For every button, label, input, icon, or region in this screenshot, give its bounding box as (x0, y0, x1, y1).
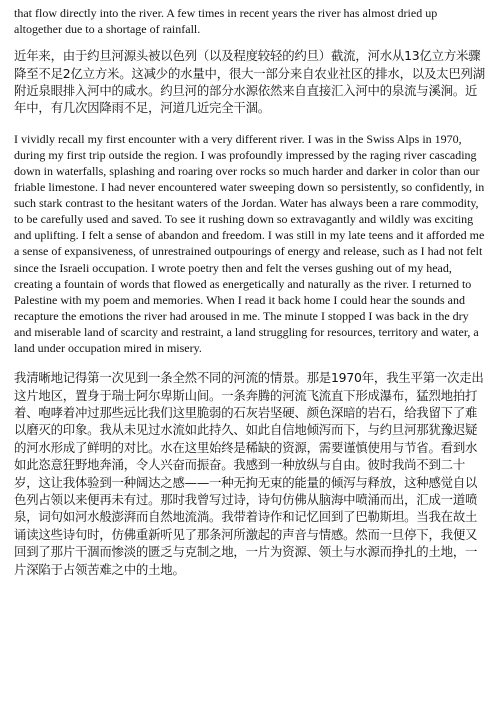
paragraph-zh-1: 近年来，由于约旦河源头被以色列（以及程度较轻的约旦）截流，河水从13亿立方米骤降至不足2亿立方米。这减少的水量中，很大一部分来自农业社区的排水，以及太巴列湖附近泉眼排入河中的咸水。约旦河的部分水源依然来自直接汇入河中的泉流与溪涧。近年中，有几次因降雨不足，河道几近完全干涸。 (14, 48, 485, 116)
paragraph-en-1: that flow directly into the river. A few times in recent years the river has almost dried up altogether due to a shortage of rainfall. (14, 6, 438, 37)
paragraph-zh-2: 我清晰地记得第一次见到一条全然不同的河流的情景。那是1970年，我生平第一次走出这片地区，置身于瑞士阿尔卑斯山间。一条奔腾的河流飞流直下形成瀑布，猛烈地拍打着、咆哮着冲过那些远比我们这里脆弱的石灰岩坚硬、颜色深暗的岩石，给我留下了难以磨灭的印象。我从未见过水流如此持久、如此自信地倾泻而下，与约旦河那犹豫迟疑的河水形成了鲜明的对比。水在这里始终是稀缺的资源，需要谨慎使用与节省。看到水如此恣意狂野地奔涌，令人兴奋而振奋。我感到一种放纵与自由。彼时我尚不到二十岁，这让我体验到一种阔达之感——一种无拘无束的能量的倾泻与释放，这种感觉自以色列占领以来便再未有过。那时我曾写过诗，诗句仿佛从脑海中喷涌而出，汇成一道喷泉，词句如河水般澎湃而自然地流淌。我带着诗作和记忆回到了巴勒斯坦。当我在故土诵读这些诗句时，仿佛重新听见了那条河所激起的声音与情感。然而一旦停下，我便又回到了那片干涸而惨淡的匮乏与克制之地，一片为资源、领土与水源而挣扎的土地，一片深陷于占领苦难之中的土地。 (14, 370, 484, 577)
paragraph-en-2: I vividly recall my first encounter with a very different river. I was in the Swiss Alps in 1970, during my first trip outside the region. I was profoundly impressed by the raging river cascading down in waterfalls, splashing and roaring over rocks so much harder and darker in color than our friable limestone. I had never encountered water sweeping down so persistently, so confidently, in such stark contrast to the hesitant waters of the Jordan. Water has always been a rare commodity, to be carefully used and saved. To see it rushing down so extravagantly and wildly was exciting and uplifting. I felt a sense of abandon and freedom. I was still in my late teens and it afforded me a sense of expansiveness, of unrestrained outpourings of energy and release, such as I had not felt since the Israeli occupation. I wrote poetry then and felt the verses gushing out of my head, creating a fountain of words that flowed as energetically and naturally as the river. I returned to Palestine with my poem and memories. When I read it back home I could hear the sounds and recapture the emotions the river had aroused in me. The minute I stopped I was back in the dry and miserable land of scarcity and restraint, a land struggling for resources, territory and water, a land under occupation mired in misery. (14, 131, 485, 356)
